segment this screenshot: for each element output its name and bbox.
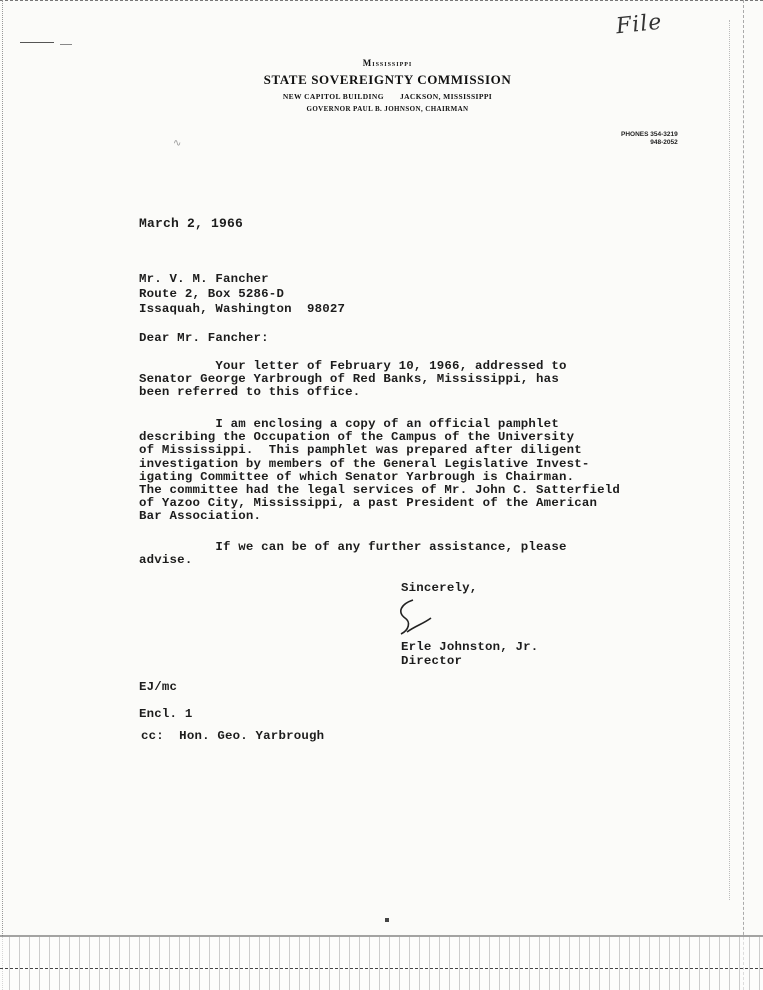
typist-initials: EJ/mc [139,680,178,694]
letterhead-organization: STATE SOVEREIGNTY COMMISSION [263,72,512,87]
letter-date: March 2, 1966 [139,216,244,231]
salutation: Dear Mr. Fancher: [139,331,269,345]
handwritten-file-note: File [614,9,664,40]
signer-title: Director [401,654,463,668]
stray-ink-mark [385,918,389,922]
letterhead-building: NEW CAPITOL BUILDING [282,92,384,101]
phones-line-2: 948-2052 [650,139,678,146]
letterhead-phones [621,131,678,147]
recipient-street: Route 2, Box 5286-D [139,287,285,301]
scan-bottom-line [0,968,763,990]
signer-block [401,640,538,668]
scan-edge-right-inner [729,20,731,900]
recipient-name: Mr. V. M. Fancher [139,272,269,286]
recipient-address [139,272,345,317]
scan-edge-left [2,0,4,990]
letterhead-state: Mississippi [362,58,413,68]
phones-line-1: PHONES 354-3219 [621,131,678,138]
recipient-city: Issaquah, Washington 98027 [139,302,346,316]
letterhead-chairman: GOVERNOR PAUL B. JOHNSON, CHAIRMAN [306,105,469,113]
closing: Sincerely, [401,581,478,595]
signer-name: Erle Johnston, Jr. [401,640,539,654]
enclosure-note: Encl. 1 [139,707,193,721]
carbon-copy-note: cc: Hon. Geo. Yarbrough [141,729,325,743]
scan-edge-right [743,0,745,990]
corner-mark-small [60,44,72,45]
scan-edge-top [0,0,763,3]
corner-mark [20,42,54,43]
letterhead-address [255,92,520,101]
letterhead-city: JACKSON, MISSISSIPPI [399,92,493,101]
letterhead [255,58,520,113]
body-paragraph-2: I am enclosing a copy of an official pamphlet describing the Occupation of the Campus of the University of Mississippi. This pamphlet was prepared after diligent investigation by members of the General Legislative Invest- igating Committee of which Senator Yarbrough is Chairman. The committee had the legal services of Mr. John C. Satterfield of Yazoo City, Mississippi, a past President of the American Bar Association. [139,417,621,524]
stray-pen-mark: ∿ [173,138,182,149]
body-paragraph-3: If we can be of any further assistance, please advise. [139,540,567,568]
body-paragraph-1: Your letter of February 10, 1966, addressed to Senator George Yarbrough of Red Banks, Mississippi, has been referred to this office. [139,359,567,400]
